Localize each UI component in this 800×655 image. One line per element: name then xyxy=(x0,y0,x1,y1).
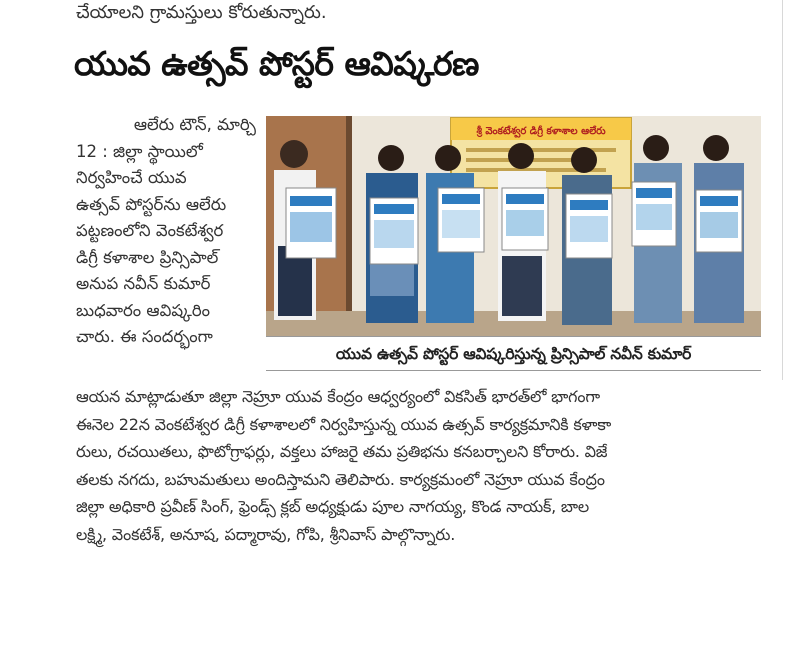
body-line: రులు, రచయితలు, ఫొటోగ్రాఫర్లు, వక్తలు హాజరై తమ ప్రతిభను కనబర్చాలని కోరారు. విజే xyxy=(76,442,608,461)
photo-caption: యువ ఉత్సవ్ పోస్టర్ ఆవిష్కరిస్తున్న ప్రిన్సిపాల్ నవీన్ కుమార్ xyxy=(335,345,692,363)
body-line: ఆలేరు టౌన్, మార్చి xyxy=(133,115,256,134)
caption-rule xyxy=(266,370,761,371)
previous-article-fragment xyxy=(76,0,776,24)
body-line: ఉత్సవ్ పోస్టర్‌ను ఆలేరు xyxy=(76,194,227,214)
body-line: ఈనెల 22న వెంకటేశ్వర డిగ్రీ కళాశాలలో నిర్వహిస్తున్న యువ ఉత్సవ్ కార్యక్రమానికి కళాకా xyxy=(76,414,612,434)
poster xyxy=(566,194,612,258)
poster xyxy=(438,188,484,252)
poster xyxy=(632,182,676,246)
news-photo xyxy=(266,116,761,336)
caption-rule xyxy=(266,336,761,337)
body-line: నిర్వహించే యువ xyxy=(76,168,187,187)
body-wide-column xyxy=(76,383,766,548)
body-line: 12 : జిల్లా స్థాయిలో xyxy=(76,141,203,161)
body-line: లక్ష్మి, వెంకటేశ్, అనూష, పద్మారావు, గోపి, శ్రీనివాస్ పాల్గొన్నారు. xyxy=(76,524,456,544)
body-line: జిల్లా అధికారి ప్రవీణ్ సింగ్, ఫ్రెండ్స్ క్లబ్ అధ్యక్షుడు పూల నాగయ్య, కొండ నాయక్, బాల xyxy=(76,497,590,516)
body-line: బుధవారం ఆవిష్కరిం xyxy=(76,300,211,320)
poster xyxy=(286,188,336,258)
poster xyxy=(696,190,742,252)
poster xyxy=(502,188,548,250)
headline: యువ ఉత్సవ్ పోస్టర్ ఆవిష్కరణ xyxy=(74,44,479,83)
group-photo-illustration xyxy=(266,116,761,336)
body-line: తలకు నగదు, బహుమతులు అందిస్తామని తెలిపారు. కార్యక్రమంలో నెహ్రూ యువ కేంద్రం xyxy=(76,469,605,489)
body-line: ఆయన మాట్లాడుతూ జిల్లా నెహ్రూ యువ కేంద్రం ఆధ్వర్యంలో వికసిత్ భారత్‌లో భాగంగా xyxy=(76,387,600,406)
banner-text: శ్రీ వెంకటేశ్వర డిగ్రీ కళాశాల ఆలేరు xyxy=(476,126,606,137)
poster xyxy=(370,198,418,264)
body-line: అనుప నవీన్ కుమార్ xyxy=(76,274,211,293)
column-divider xyxy=(782,0,783,380)
body-line: పట్టణంలోని వెంకటేశ్వర xyxy=(76,221,224,240)
previous-article-last-line: చేయాలని గ్రామస్తులు కోరుతున్నారు. xyxy=(76,2,327,23)
body-line: డిగ్రీ కళాశాల ప్రిన్సిపాల్ xyxy=(76,247,219,267)
body-line: చారు. ఈ సందర్భంగా xyxy=(76,327,213,346)
body-narrow-column xyxy=(76,112,256,351)
